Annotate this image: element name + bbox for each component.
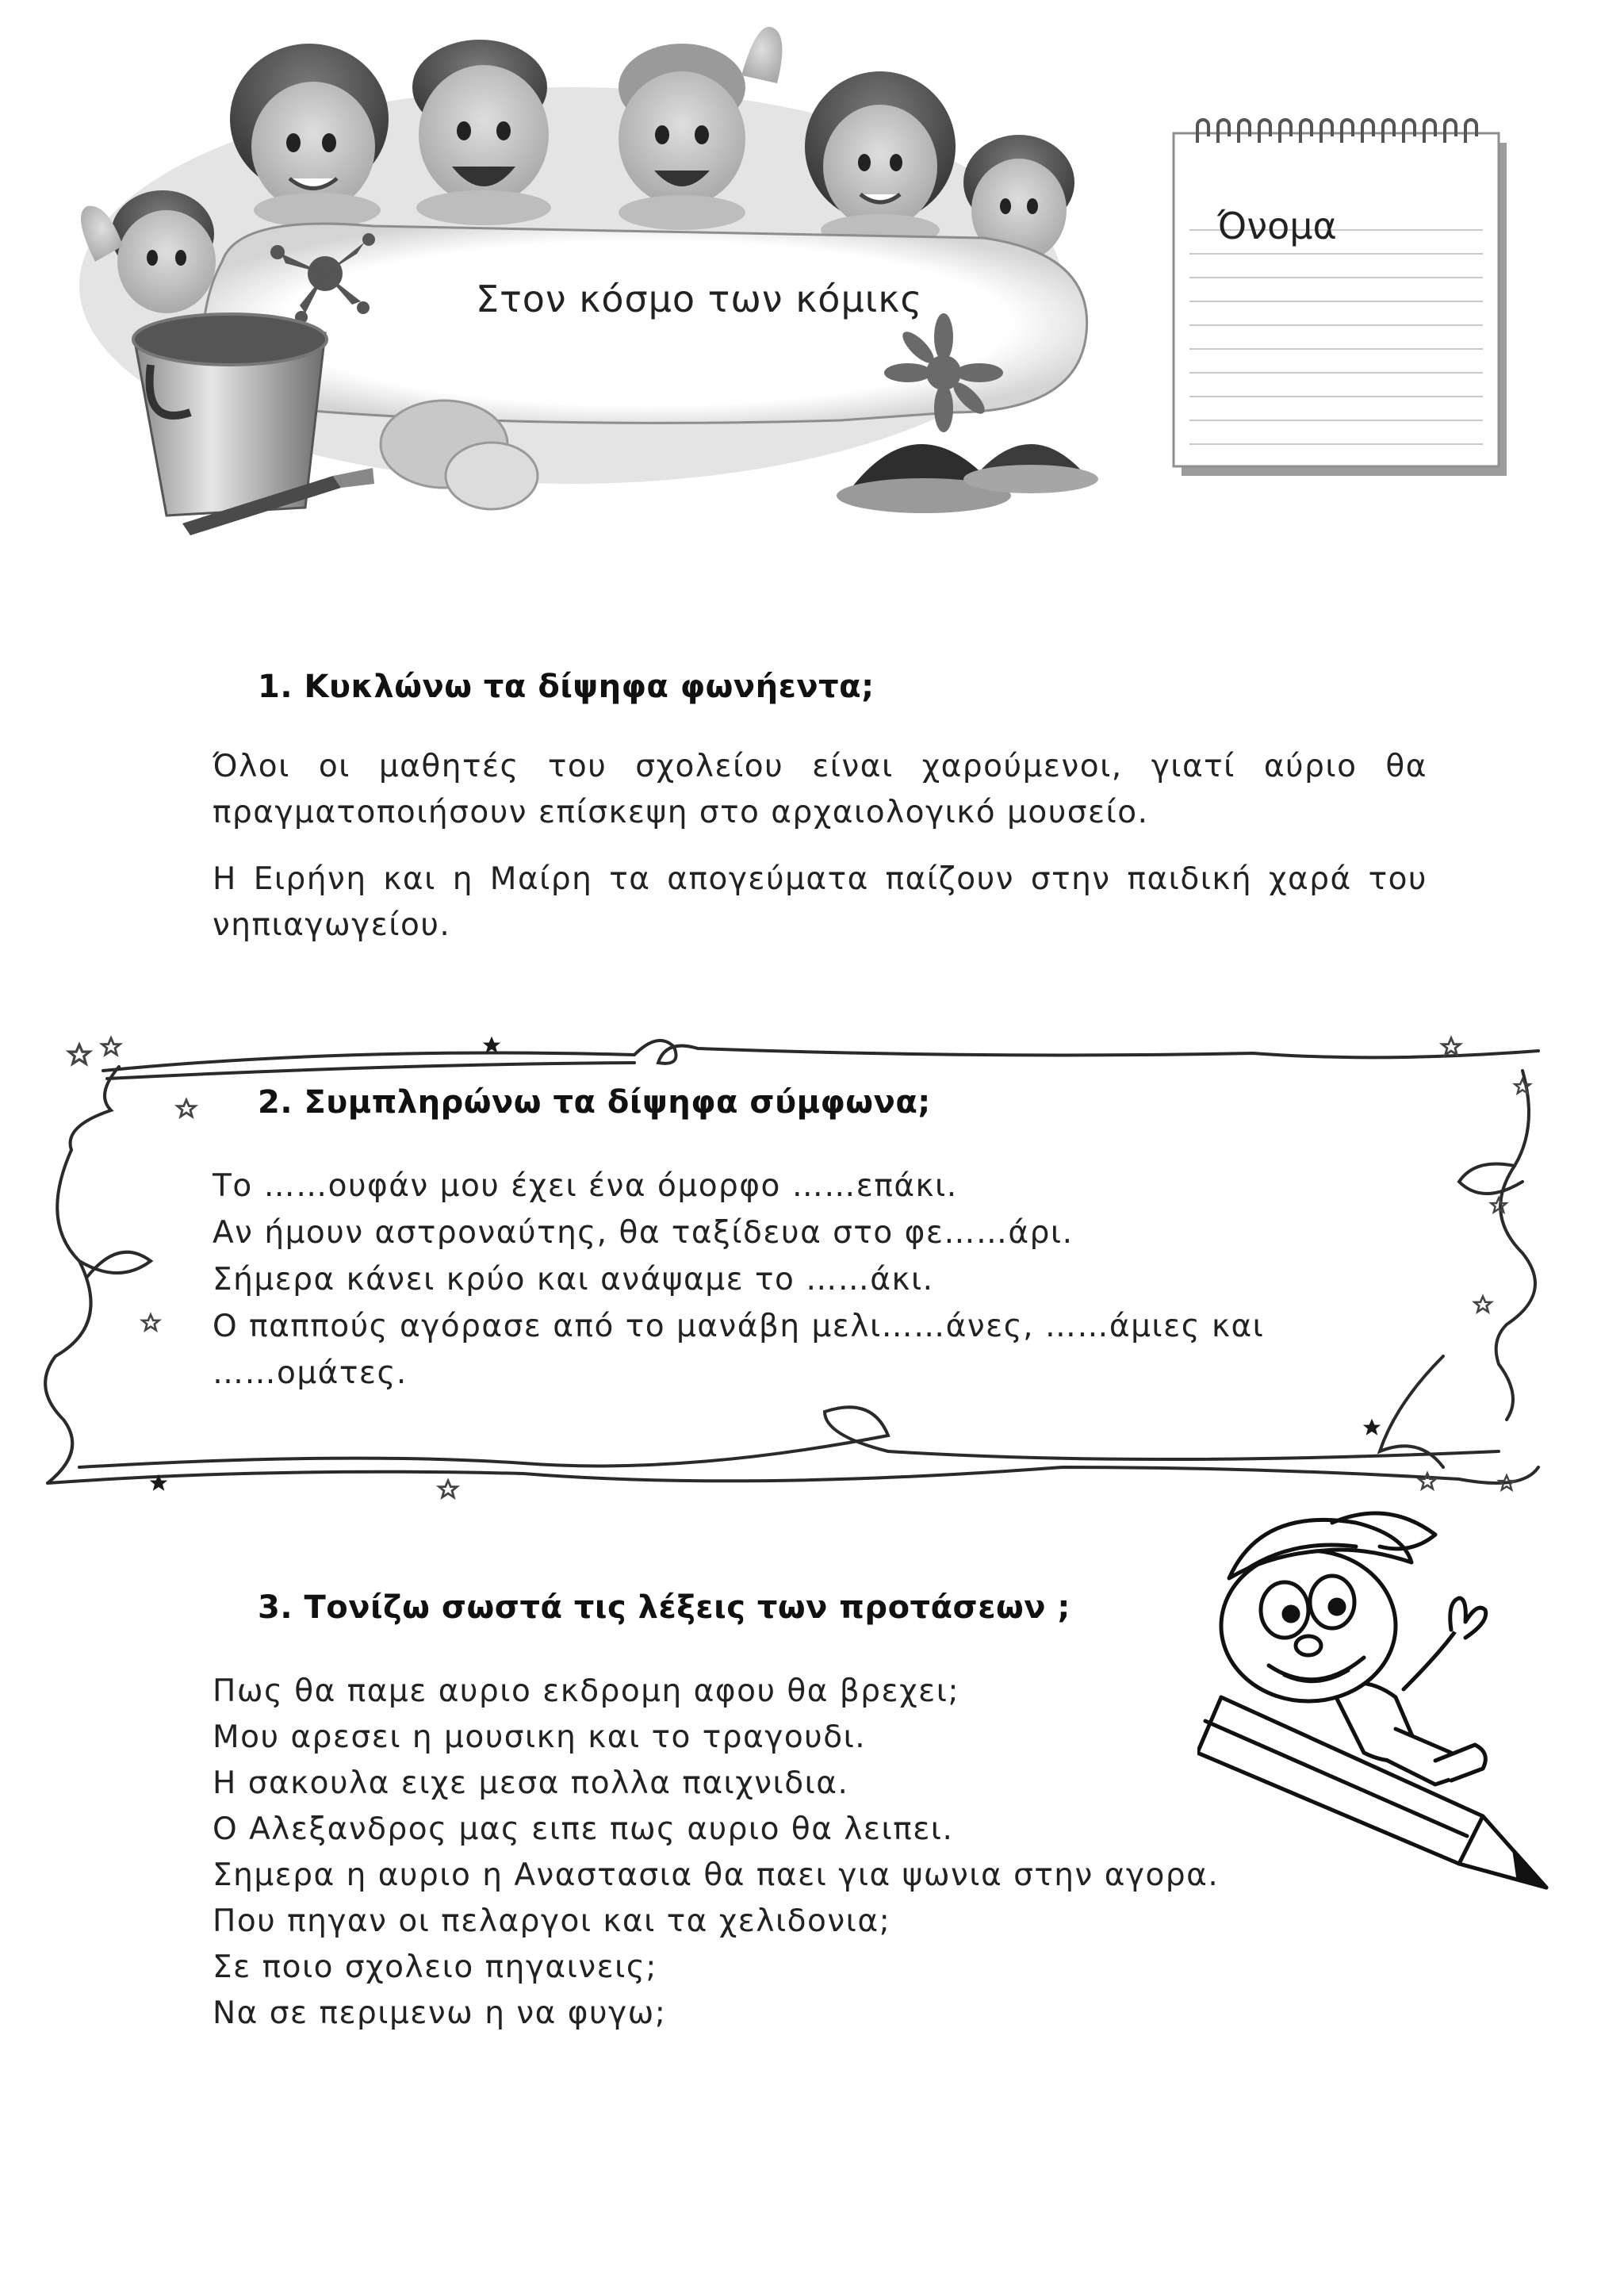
- exercise-1-text: [213, 744, 1427, 969]
- banner-title: Στον κόσμο των κόμικς: [476, 278, 923, 320]
- exercise-2-line: Ο παππούς αγόρασε από το μανάβη μελι……άνες, ……άμιες και: [213, 1309, 1265, 1344]
- name-label: Όνομα: [1217, 205, 1337, 247]
- exercise-1-paragraph: Η Ειρήνη και η Μαίρη τα απογεύματα παίζουν στην παιδική χαρά του νηπιαγωγείου.: [213, 861, 1427, 943]
- exercise-1-title: 1. Κυκλώνω τα δίψηφα φωνήεντα;: [258, 669, 875, 705]
- exercise-3-line: Να σε περιμενω η να φυγω;: [213, 1995, 667, 2031]
- exercise-3-text: [213, 1669, 1219, 2037]
- exercise-3-line: Σε ποιο σχολειο πηγαινεις;: [213, 1949, 657, 1985]
- boy-on-pencil-illustration: [1197, 1491, 1562, 1903]
- exercise-2-title: 2. Συμπληρώνω τα δίψηφα σύμφωνα;: [258, 1084, 931, 1121]
- exercise-3-line: Που πηγαν οι πελαργοι και τα χελιδονια;: [213, 1903, 891, 1939]
- spiral-notepad-icon: [1166, 111, 1530, 484]
- exercise-2-line: Σήμερα κάνει κρύο και ανάψαμε το ……άκι.: [213, 1262, 934, 1297]
- exercise-2-text: [213, 1163, 1264, 1397]
- exercise-3-line: Πως θα παμε αυριο εκδρομη αφου θα βρεχει;: [213, 1673, 960, 1709]
- exercise-3-title: 3. Τονίζω σωστά τις λέξεις των προτάσεων ;: [258, 1589, 1071, 1626]
- exercise-3-line: Μου αρεσει η μουσικη και το τραγουδι.: [213, 1719, 867, 1755]
- exercise-1-paragraph: Όλοι οι μαθητές του σχολείου είναι χαρούμενοι, γιατί αύριο θα πραγματοποιήσουν επίσκεψη στο αρχαιολογικό μουσείο.: [213, 749, 1427, 830]
- exercise-3-line: Η σακουλα ειχε μεσα πολλα παιχνιδια.: [213, 1765, 849, 1801]
- exercise-2-line: Το ……ουφάν μου έχει ένα όμορφο ……επάκι.: [213, 1168, 958, 1204]
- exercise-2-line: ……ομάτες.: [213, 1355, 408, 1391]
- exercise-3-line: Ο Αλεξανδρος μας ειπε πως αυριο θα λειπει.: [213, 1811, 954, 1847]
- exercise-2-line: Αν ήμουν αστροναύτης, θα ταξίδευα στο φε……άρι.: [213, 1215, 1074, 1251]
- exercise-3-line: Σημερα η αυριο η Αναστασια θα παει για ψωνια στην αγορα.: [213, 1857, 1220, 1893]
